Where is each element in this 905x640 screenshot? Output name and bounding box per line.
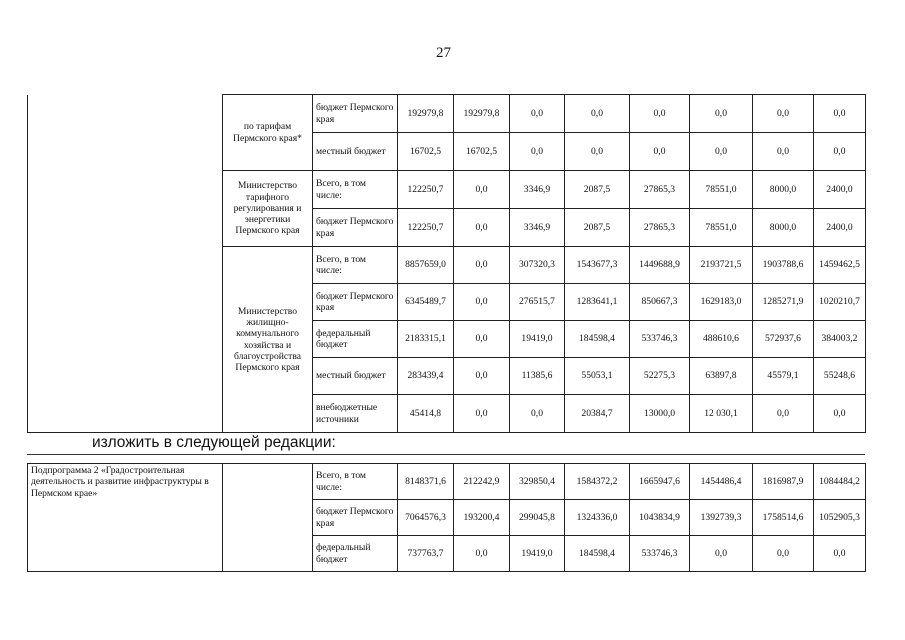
value-cell: 193200,4 bbox=[454, 500, 510, 536]
value-cell: 0,0 bbox=[454, 284, 510, 321]
value-cell: 0,0 bbox=[814, 133, 866, 171]
subprogram-name-cell: Подпрограмма 2 «Градостроительная деятельность и развитие инфраструктуры в Пермском крае» bbox=[28, 464, 223, 572]
value-cell: 1454486,4 bbox=[690, 464, 753, 500]
value-cell: 2400,0 bbox=[814, 209, 866, 247]
value-cell: 533746,3 bbox=[630, 321, 690, 358]
value-cell: 0,0 bbox=[753, 95, 814, 133]
value-cell: 0,0 bbox=[814, 536, 866, 572]
value-cell: 3346,9 bbox=[510, 209, 565, 247]
value-cell: 0,0 bbox=[753, 536, 814, 572]
source-cell: федеральный бюджет bbox=[313, 321, 398, 358]
value-cell: 45579,1 bbox=[753, 358, 814, 395]
source-cell: федеральный бюджет bbox=[313, 536, 398, 572]
value-cell: 1392739,3 bbox=[690, 500, 753, 536]
table-row bbox=[28, 95, 866, 133]
value-cell: 8148371,6 bbox=[398, 464, 454, 500]
value-cell: 0,0 bbox=[454, 209, 510, 247]
value-cell: 1584372,2 bbox=[565, 464, 630, 500]
value-cell: 0,0 bbox=[510, 395, 565, 433]
value-cell: 1084484,2 bbox=[814, 464, 866, 500]
subprogram-table bbox=[27, 463, 866, 572]
executor-cell: Министерство жилищно-коммунального хозяйства и благоустройства Пермского края bbox=[223, 247, 313, 433]
source-cell: бюджет Пермского края bbox=[313, 209, 398, 247]
source-cell: внебюджетные источники bbox=[313, 395, 398, 433]
value-cell: 307320,3 bbox=[510, 247, 565, 284]
value-cell: 1758514,6 bbox=[753, 500, 814, 536]
value-cell: 184598,4 bbox=[565, 321, 630, 358]
value-cell: 0,0 bbox=[753, 133, 814, 171]
value-cell: 0,0 bbox=[814, 95, 866, 133]
value-cell: 488610,6 bbox=[690, 321, 753, 358]
value-cell: 0,0 bbox=[454, 395, 510, 433]
value-cell: 27865,3 bbox=[630, 171, 690, 209]
source-cell: бюджет Пермского края bbox=[313, 284, 398, 321]
value-cell: 850667,3 bbox=[630, 284, 690, 321]
value-cell: 2087,5 bbox=[565, 171, 630, 209]
value-cell: 0,0 bbox=[565, 95, 630, 133]
value-cell: 533746,3 bbox=[630, 536, 690, 572]
empty-executor-cell bbox=[223, 464, 313, 572]
value-cell: 55053,1 bbox=[565, 358, 630, 395]
value-cell: 8000,0 bbox=[753, 171, 814, 209]
value-cell: 1052905,3 bbox=[814, 500, 866, 536]
source-cell: бюджет Пермского края bbox=[313, 95, 398, 133]
table-row bbox=[28, 464, 866, 500]
value-cell: 1816987,9 bbox=[753, 464, 814, 500]
value-cell: 0,0 bbox=[454, 247, 510, 284]
value-cell: 384003,2 bbox=[814, 321, 866, 358]
value-cell: 16702,5 bbox=[398, 133, 454, 171]
value-cell: 0,0 bbox=[814, 395, 866, 433]
value-cell: 7064576,3 bbox=[398, 500, 454, 536]
value-cell: 0,0 bbox=[690, 95, 753, 133]
value-cell: 63897,8 bbox=[690, 358, 753, 395]
value-cell: 78551,0 bbox=[690, 171, 753, 209]
value-cell: 0,0 bbox=[753, 395, 814, 433]
source-cell: Всего, в том числе: bbox=[313, 464, 398, 500]
value-cell: 2193721,5 bbox=[690, 247, 753, 284]
value-cell: 0,0 bbox=[690, 536, 753, 572]
value-cell: 184598,4 bbox=[565, 536, 630, 572]
value-cell: 1449688,9 bbox=[630, 247, 690, 284]
source-cell: Всего, в том числе: bbox=[313, 171, 398, 209]
value-cell: 122250,7 bbox=[398, 171, 454, 209]
value-cell: 13000,0 bbox=[630, 395, 690, 433]
value-cell: 329850,4 bbox=[510, 464, 565, 500]
value-cell: 27865,3 bbox=[630, 209, 690, 247]
value-cell: 3346,9 bbox=[510, 171, 565, 209]
value-cell: 0,0 bbox=[510, 95, 565, 133]
page-number: 27 bbox=[436, 45, 451, 61]
value-cell: 1459462,5 bbox=[814, 247, 866, 284]
value-cell: 0,0 bbox=[510, 133, 565, 171]
executor-cell: Министерство тарифного регулирования и энергетики Пермского края bbox=[223, 171, 313, 247]
value-cell: 2183315,1 bbox=[398, 321, 454, 358]
value-cell: 19419,0 bbox=[510, 536, 565, 572]
value-cell: 212242,9 bbox=[454, 464, 510, 500]
value-cell: 78551,0 bbox=[690, 209, 753, 247]
executor-cell: по тарифам Пермского края* bbox=[223, 95, 313, 171]
value-cell: 16702,5 bbox=[454, 133, 510, 171]
value-cell: 192979,8 bbox=[398, 95, 454, 133]
value-cell: 283439,4 bbox=[398, 358, 454, 395]
value-cell: 122250,7 bbox=[398, 209, 454, 247]
revision-heading: изложить в следующей редакции: bbox=[92, 434, 336, 451]
value-cell: 2087,5 bbox=[565, 209, 630, 247]
source-cell: местный бюджет bbox=[313, 133, 398, 171]
value-cell: 0,0 bbox=[454, 536, 510, 572]
value-cell: 299045,8 bbox=[510, 500, 565, 536]
budget-table-continued bbox=[27, 94, 866, 433]
value-cell: 12 030,1 bbox=[690, 395, 753, 433]
value-cell: 1629183,0 bbox=[690, 284, 753, 321]
value-cell: 8857659,0 bbox=[398, 247, 454, 284]
value-cell: 0,0 bbox=[690, 133, 753, 171]
value-cell: 192979,8 bbox=[454, 95, 510, 133]
value-cell: 55248,6 bbox=[814, 358, 866, 395]
value-cell: 45414,8 bbox=[398, 395, 454, 433]
value-cell: 6345489,7 bbox=[398, 284, 454, 321]
value-cell: 572937,6 bbox=[753, 321, 814, 358]
value-cell: 1324336,0 bbox=[565, 500, 630, 536]
value-cell: 1543677,3 bbox=[565, 247, 630, 284]
value-cell: 0,0 bbox=[454, 358, 510, 395]
source-cell: бюджет Пермского края bbox=[313, 500, 398, 536]
value-cell: 0,0 bbox=[565, 133, 630, 171]
value-cell: 11385,6 bbox=[510, 358, 565, 395]
value-cell: 276515,7 bbox=[510, 284, 565, 321]
value-cell: 19419,0 bbox=[510, 321, 565, 358]
value-cell: 737763,7 bbox=[398, 536, 454, 572]
value-cell: 0,0 bbox=[630, 95, 690, 133]
value-cell: 0,0 bbox=[454, 321, 510, 358]
value-cell: 1285271,9 bbox=[753, 284, 814, 321]
source-cell: местный бюджет bbox=[313, 358, 398, 395]
value-cell: 1665947,6 bbox=[630, 464, 690, 500]
empty-name-column bbox=[28, 95, 223, 433]
value-cell: 0,0 bbox=[454, 171, 510, 209]
value-cell: 1020210,7 bbox=[814, 284, 866, 321]
source-cell: Всего, в том числе: bbox=[313, 247, 398, 284]
value-cell: 0,0 bbox=[630, 133, 690, 171]
value-cell: 1043834,9 bbox=[630, 500, 690, 536]
value-cell: 1283641,1 bbox=[565, 284, 630, 321]
value-cell: 2400,0 bbox=[814, 171, 866, 209]
section-divider bbox=[27, 454, 865, 455]
value-cell: 8000,0 bbox=[753, 209, 814, 247]
value-cell: 20384,7 bbox=[565, 395, 630, 433]
value-cell: 52275,3 bbox=[630, 358, 690, 395]
value-cell: 1903788,6 bbox=[753, 247, 814, 284]
